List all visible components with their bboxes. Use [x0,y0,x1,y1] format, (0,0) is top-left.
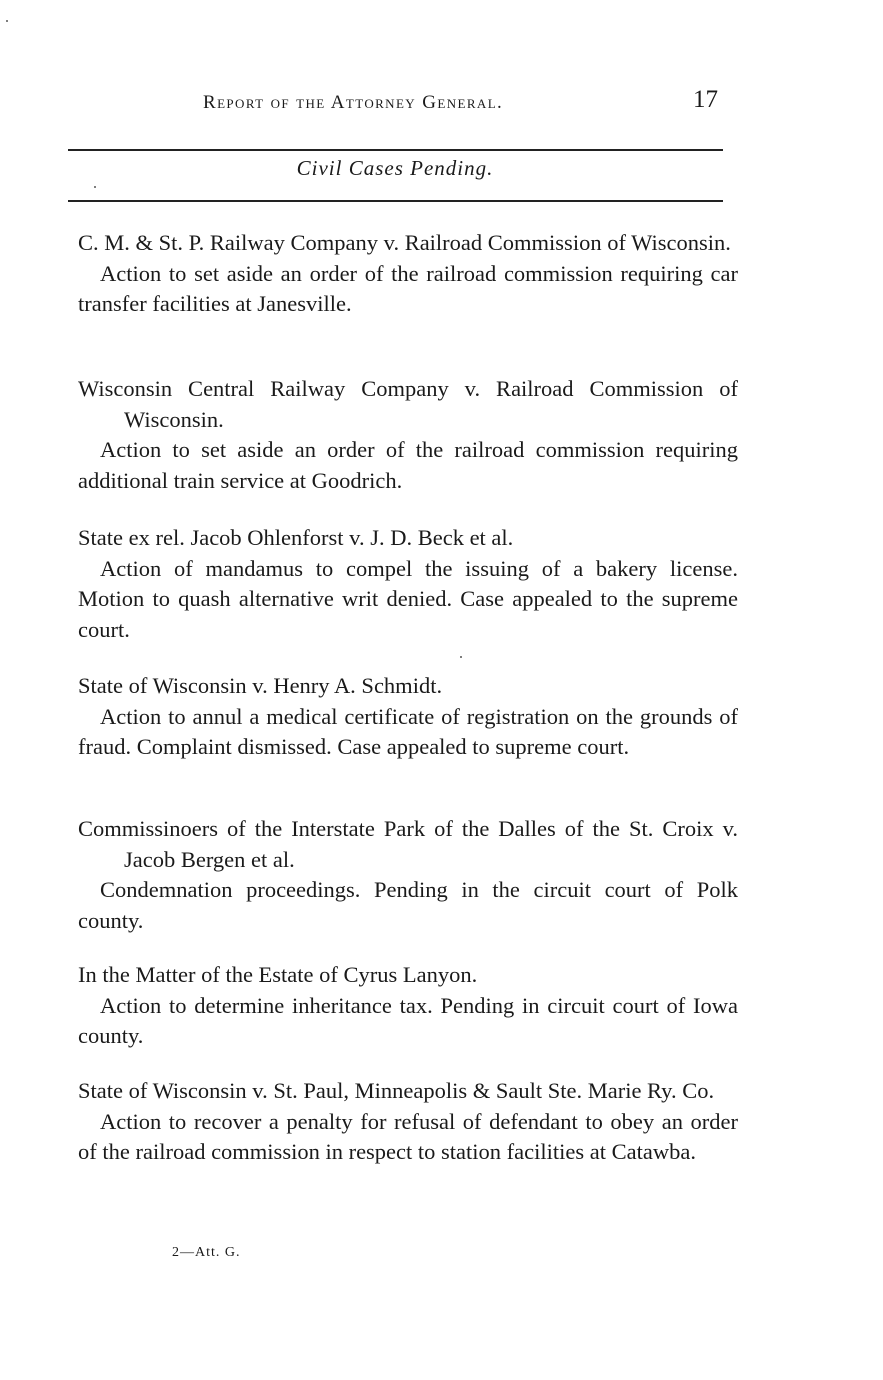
case-entry [78,374,738,496]
case-entry [78,1076,738,1168]
section-heading: Civil Cases Pending. [296,156,494,180]
paper-speck [6,20,8,22]
case-title: Wisconsin Central Railway Company v. Railroad Commission of Wisconsin. [78,376,738,432]
case-title: State of Wisconsin v. St. Paul, Minneapolis & Sault Ste. Marie Ry. Co. [78,1078,715,1103]
case-description: Action to annul a medical certificate of registration on the grounds of fraud. Complaint dismissed. Case appealed to supreme court. [78,703,738,759]
case-description: Action to recover a penalty for refusal of defendant to obey an order of the railroad commission in respect to station facilities at Catawba. [78,1108,738,1164]
case-entry [78,814,738,936]
page-number: 17 [693,86,718,113]
running-title: Report of the Attorney General. [203,92,504,113]
bottom-rule [68,200,723,202]
case-title: State ex rel. Jacob Ohlenforst v. J. D. Beck et al. [78,525,514,550]
paper-speck [94,186,96,188]
case-description: Action to set aside an order of the railroad commission requiring car transfer facilities at Janesville. [78,260,738,316]
case-entry [78,228,738,320]
case-title: State of Wisconsin v. Henry A. Schmidt. [78,673,443,698]
case-description: Action to set aside an order of the railroad commission requiring additional train service at Goodrich. [78,437,738,493]
running-head [0,86,883,120]
case-entry [78,671,738,763]
case-entry [78,960,738,1052]
signature-mark: 2—Att. G. [172,1245,241,1260]
top-rule [68,149,723,151]
case-description: Action of mandamus to compel the issuing of a bakery license. Motion to quash alternative writ denied. Case appealed to the supreme court. [78,555,738,642]
case-description: Condemnation proceedings. Pending in the circuit court of Polk county. [78,877,738,933]
case-description: Action to determine inheritance tax. Pending in circuit court of Iowa county. [78,992,738,1048]
case-title: In the Matter of the Estate of Cyrus Lanyon. [78,962,478,987]
paper-speck [460,656,462,658]
case-title: Commissinoers of the Interstate Park of the Dalles of the St. Croix v. Jacob Bergen et al. [78,816,738,872]
case-entry [78,523,738,645]
case-title: C. M. & St. P. Railway Company v. Railroad Commission of Wisconsin. [78,230,731,255]
